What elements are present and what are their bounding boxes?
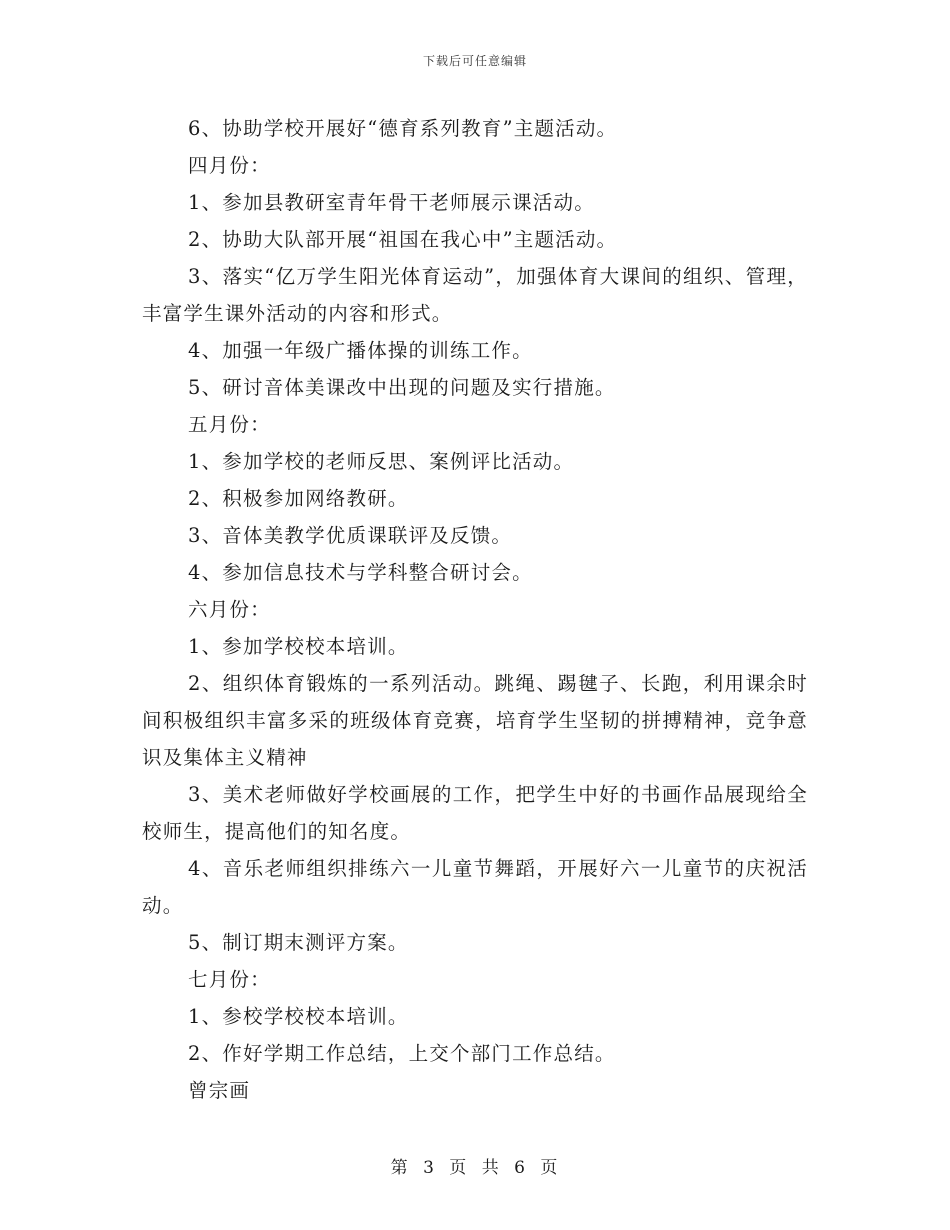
author-signature: 曾宗画	[188, 1079, 251, 1102]
paragraph: 1、参加学校的老师反思、案例评比活动。	[188, 450, 575, 473]
paragraph: 3、音体美教学优质课联评及反馈。	[188, 524, 513, 547]
paragraph: 4、音乐老师组织排练六一儿童节舞蹈，开展好六一儿童节的庆祝活动。	[142, 857, 808, 917]
paragraph: 5、研讨音体美课改中出现的问题及实行措施。	[188, 376, 616, 399]
section-heading-may: 五月份：	[188, 413, 271, 436]
section-heading-july: 七月份：	[188, 968, 271, 991]
paragraph: 6、协助学校开展好“德育系列教育”主题活动。	[188, 117, 618, 140]
paragraph: 5、制订期末测评方案。	[188, 931, 409, 954]
footer-suffix: 页	[540, 1158, 560, 1178]
section-heading-april: 四月份：	[188, 154, 271, 177]
paragraph: 1、参校学校校本培训。	[188, 1005, 409, 1028]
paragraph: 2、组织体育锻炼的一系列活动。跳绳、踢毽子、长跑，利用课余时间积极组织丰富多采的班级体育竞赛，培育学生坚韧的拼搏精神，竞争意识及集体主义精神	[142, 672, 808, 769]
paragraph: 3、美术老师做好学校画展的工作，把学生中好的书画作品展现给全校师生，提高他们的知名度。	[142, 783, 808, 843]
paragraph: 1、参加学校校本培训。	[188, 635, 409, 658]
footer-page-word: 页	[449, 1158, 469, 1178]
paragraph: 4、加强一年级广播体操的训练工作。	[188, 339, 533, 362]
section-heading-june: 六月份：	[188, 598, 271, 621]
footer-total-word: 共	[481, 1158, 501, 1178]
footer-total-pages: 6	[514, 1158, 527, 1178]
paragraph: 4、参加信息技术与学科整合研讨会。	[188, 561, 533, 584]
paragraph: 2、作好学期工作总结，上交个部门工作总结。	[188, 1042, 616, 1065]
footer-prefix: 第	[390, 1158, 410, 1178]
page-footer	[0, 1153, 950, 1178]
paragraph: 3、落实“亿万学生阳光体育运动”，加强体育大课间的组织、管理，丰富学生课外活动的内容和形式。	[142, 265, 808, 325]
paragraph: 2、积极参加网络教研。	[188, 487, 409, 510]
page-header	[0, 52, 950, 69]
document-body	[142, 110, 808, 1109]
footer-current-page: 3	[423, 1158, 436, 1178]
header-text: 下载后可任意编辑	[422, 54, 527, 68]
paragraph: 1、参加县教研室青年骨干老师展示课活动。	[188, 191, 595, 214]
paragraph: 2、协助大队部开展“祖国在我心中”主题活动。	[188, 228, 618, 251]
